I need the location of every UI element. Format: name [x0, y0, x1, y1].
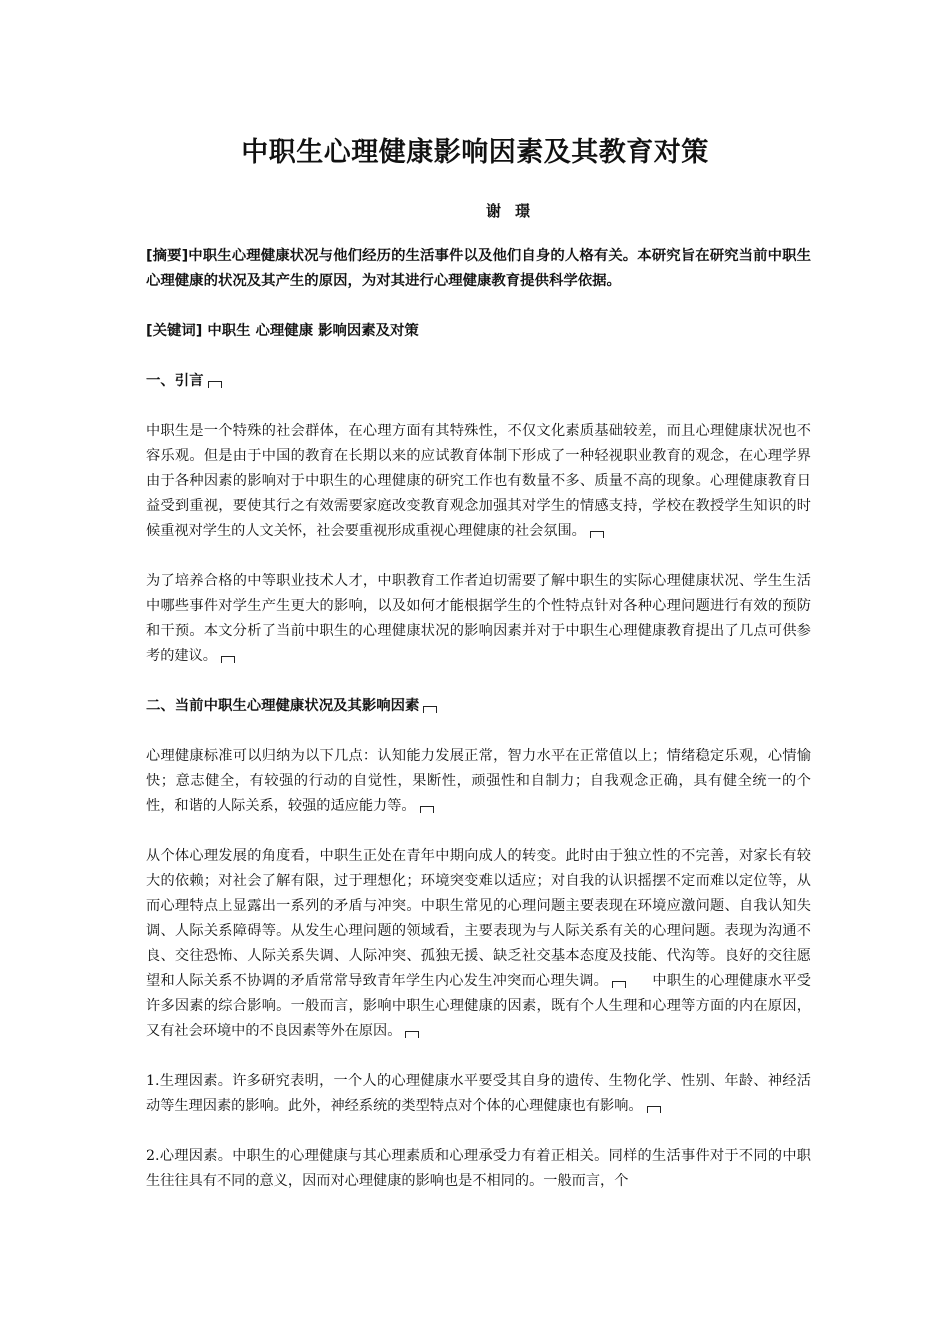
paragraph-text: 1.生理因素。许多研究表明，一个人的心理健康水平要受其自身的遗传、生物化学、性别、年龄、神经活动等生理因素的影响。此外，神经系统的类型特点对个体的心理健康也有影响。: [146, 1073, 811, 1114]
document-title: 中职生心理健康影响因素及其教育对策: [241, 137, 709, 168]
paragraph: [146, 419, 811, 544]
paragraph-text: 为了培养合格的中等职业技术人才，中职教育工作者迫切需要了解中职生的实际心理健康状况、学生生活中哪些事件对学生产生更大的影响，以及如何才能根据学生的个性特点针对各种心理问题进行有效的预防和干预。本文分析了当前中职生的心理健康状况的影响因素并对于中职生心理健康教育提出了几点可供参考的建议。: [146, 573, 811, 664]
section-heading-text: 二、当前中职生心理健康状况及其影响因素: [146, 698, 420, 714]
paragraph-mark-icon: [423, 706, 437, 713]
author-name: 谢璟: [485, 202, 544, 220]
section-heading-intro: [146, 369, 811, 394]
paragraph: [146, 1144, 811, 1194]
section-heading-factors: [146, 694, 811, 719]
paragraph-mark-icon: [420, 806, 434, 813]
paragraph-text: 从个体心理发展的角度看，中职生正处在青年中期向成人的转变。此时由于独立性的不完善，对家长有较大的依赖；对社会了解有限，过于理想化；环境突变难以适应；对自我的认识摇摆不定而难以定位等，从而心理特点上显露出一系列的矛盾与冲突。中职生常见的心理问题主要表现在环境应激问题、自我认知失调、人际关系障碍等。从发生心理问题的领域看，主要表现为与人际关系有关的心理问题。表现为沟通不良、交往恐怖、人际关系失调、人际冲突、孤独无援、缺乏社交基本态度及技能、代沟等。良好的交往愿望和人际关系不协调的矛盾常常导致青年学生内心发生冲突而心理失调。: [146, 848, 811, 989]
paragraph: [146, 569, 811, 669]
paragraph-text: 2.心理因素。中职生的心理健康与其心理素质和心理承受力有着正相关。同样的生活事件对于不同的中职生往往具有不同的意义，因而对心理健康的影响也是不相同的。一般而言，个: [146, 1148, 811, 1189]
paragraph-mark-icon: [208, 381, 222, 388]
document-body: [146, 244, 811, 1219]
paragraph: [146, 844, 811, 1044]
abstract: [摘要]中职生心理健康状况与他们经历的生活事件以及他们自身的人格有关。本研究旨在研究当前中职生心理健康的状况及其产生的原因，为对其进行心理健康教育提供科学依据。: [146, 248, 811, 289]
paragraph: [146, 744, 811, 819]
paragraph: [146, 1069, 811, 1119]
paragraph-text: 中职生是一个特殊的社会群体，在心理方面有其特殊性，不仅文化素质基础较差，而且心理健康状况也不容乐观。但是由于中国的教育在长期以来的应试教育体制下形成了一种轻视职业教育的观念，在心理学界由于各种因素的影响对于中职生的心理健康的研究工作也有数量不多、质量不高的现象。心理健康教育日益受到重视，要使其行之有效需要家庭改变教育观念加强其对学生的情感支持，学校在教授学生知识的时候重视对学生的人文关怀，社会要重视形成重视心理健康的社会氛围。: [146, 423, 811, 539]
section-heading-text: 一、引言: [146, 373, 204, 389]
paragraph-mark-icon: [647, 1106, 661, 1113]
paragraph-mark-icon: [590, 531, 604, 538]
paragraph-mark-icon: [405, 1031, 419, 1038]
keywords: [关键词] 中职生 心理健康 影响因素及对策: [146, 323, 419, 339]
paragraph-text: 心理健康标准可以归纳为以下几点：认知能力发展正常，智力水平在正常值以上；情绪稳定乐观，心情愉快；意志健全，有较强的行动的自觉性，果断性，顽强性和自制力；自我观念正确，具有健全统一的个性，和谐的人际关系，较强的适应能力等。: [146, 748, 811, 814]
paragraph-mark-icon: [612, 981, 626, 988]
paragraph-mark-icon: [221, 656, 235, 663]
paragraph-text: 中职生的心理健康水平受许多因素的综合影响。一般而言，影响中职生心理健康的因素，既有个人生理和心理等方面的内在原因，又有社会环境中的不良因素等外在原因。: [146, 973, 811, 1039]
